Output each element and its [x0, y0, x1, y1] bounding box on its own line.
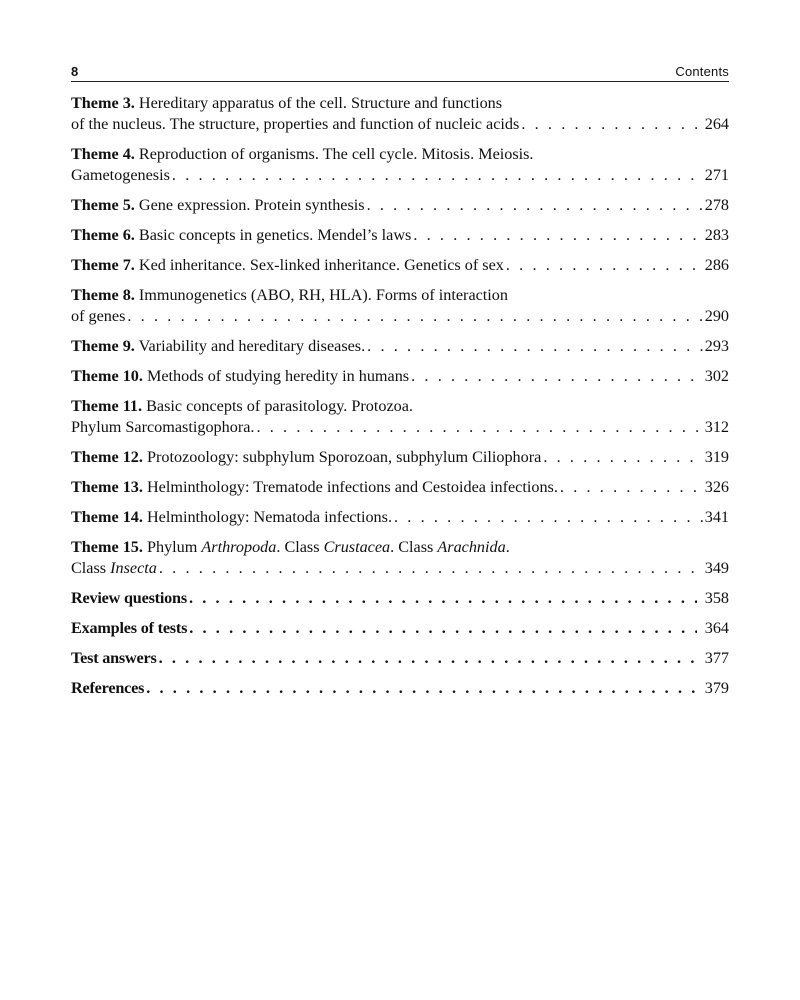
theme-title: Basic concepts in genetics. Mendel’s laws	[138, 226, 412, 244]
theme-label: Theme 4.	[71, 145, 135, 163]
theme-title: Helminthology: Trematode infections and Cestoidea infections.	[146, 478, 558, 496]
toc-line	[71, 255, 729, 276]
taxon-name: Insecta	[110, 559, 157, 577]
page-reference: 290	[704, 307, 729, 325]
page-reference: 319	[704, 448, 729, 466]
toc-entry-theme-5	[71, 195, 729, 216]
section-title: References	[71, 679, 145, 697]
page-reference: 278	[704, 196, 729, 214]
dot-leader	[411, 366, 703, 387]
theme-title-class-prefix: . Class	[390, 538, 434, 556]
theme-label: Theme 3.	[71, 94, 135, 112]
dot-leader	[367, 336, 703, 357]
theme-title: Ked inheritance. Sex-linked inheritance. Genetics of sex	[138, 256, 504, 274]
theme-label: Theme 7.	[71, 256, 135, 274]
page-reference: 264	[704, 115, 729, 133]
section-title: Review questions	[71, 589, 187, 607]
theme-title: Methods of studying heredity in humans	[146, 367, 410, 385]
page-number: 8	[71, 64, 79, 79]
theme-title: Gametogenesis	[71, 166, 170, 184]
page-reference: 293	[704, 337, 729, 355]
toc-entry-examples-of-tests	[71, 618, 729, 639]
toc-entry-theme-14	[71, 507, 729, 528]
toc-entry-theme-7	[71, 255, 729, 276]
toc-line	[71, 447, 729, 468]
toc-entry-theme-11	[71, 396, 729, 438]
table-of-contents	[71, 93, 729, 699]
dot-leader	[146, 678, 697, 699]
theme-title: Helminthology: Nematoda infections.	[146, 508, 392, 526]
dot-leader	[159, 648, 697, 669]
toc-entry-theme-8	[71, 285, 729, 327]
theme-title-end: .	[505, 538, 510, 556]
taxon-name: Crustacea	[323, 538, 391, 556]
page-reference: 283	[704, 226, 729, 244]
theme-title: of genes	[71, 307, 126, 325]
page-reference: 326	[704, 478, 729, 496]
document-page	[71, 60, 729, 708]
toc-line	[71, 648, 729, 669]
dot-leader	[127, 306, 702, 327]
running-title: Contents	[675, 64, 729, 79]
theme-label: Theme 12.	[71, 448, 143, 466]
theme-label: Theme 10.	[71, 367, 143, 385]
toc-line	[71, 114, 729, 135]
page-reference: 358	[704, 589, 729, 607]
page-reference: 341	[704, 508, 729, 526]
section-title: Examples of tests	[71, 619, 188, 637]
theme-label: Theme 14.	[71, 508, 143, 526]
page-reference: 377	[704, 649, 729, 667]
dot-leader	[521, 114, 702, 135]
theme-title-class-prefix: . Class	[276, 538, 320, 556]
theme-title-class-prefix: Class	[71, 559, 107, 577]
toc-line	[71, 195, 729, 216]
dot-leader	[189, 588, 697, 609]
toc-entry-theme-3	[71, 93, 729, 135]
toc-entry-theme-6	[71, 225, 729, 246]
theme-title: Gene expression. Protein synthesis	[138, 196, 365, 214]
theme-label: Theme 9.	[71, 337, 135, 355]
toc-line	[71, 507, 729, 528]
dot-leader	[189, 618, 697, 639]
toc-line	[71, 477, 729, 498]
dot-leader	[159, 558, 703, 579]
theme-title: Phylum Sarcomastigophora.	[71, 418, 255, 436]
toc-entry-theme-9	[71, 336, 729, 357]
theme-title: Reproduction of organisms. The cell cycle. Mitosis. Meiosis.	[138, 145, 534, 163]
toc-line	[71, 678, 729, 699]
page-reference: 312	[704, 418, 729, 436]
theme-label: Theme 6.	[71, 226, 135, 244]
page-reference: 379	[704, 679, 729, 697]
toc-entry-theme-13	[71, 477, 729, 498]
theme-label: Theme 13.	[71, 478, 143, 496]
dot-leader	[413, 225, 702, 246]
toc-line	[71, 306, 729, 327]
dot-leader	[394, 507, 703, 528]
toc-line	[71, 366, 729, 387]
toc-entry-review-questions	[71, 588, 729, 609]
theme-title: Hereditary apparatus of the cell. Structure and functions	[138, 94, 503, 112]
taxon-name: Arachnida	[437, 538, 506, 556]
toc-line	[71, 558, 729, 579]
page-reference: 364	[704, 619, 729, 637]
page-header	[71, 60, 729, 82]
theme-title: Immunogenetics (ABO, RH, HLA). Forms of interaction	[138, 286, 508, 304]
toc-entry-theme-4	[71, 144, 729, 186]
taxon-name: Arthropoda	[201, 538, 277, 556]
theme-title: Variability and hereditary diseases.	[138, 337, 366, 355]
toc-entry-theme-10	[71, 366, 729, 387]
toc-line	[71, 165, 729, 186]
toc-entry-references	[71, 678, 729, 699]
theme-title: of the nucleus. The structure, properties and function of nucleic acids	[71, 115, 520, 133]
dot-leader	[543, 447, 702, 468]
toc-line	[71, 225, 729, 246]
toc-entry-theme-12	[71, 447, 729, 468]
page-reference: 271	[704, 166, 729, 184]
dot-leader	[560, 477, 703, 498]
toc-line	[71, 618, 729, 639]
dot-leader	[172, 165, 703, 186]
dot-leader	[506, 255, 703, 276]
page-reference: 302	[704, 367, 729, 385]
toc-line	[71, 336, 729, 357]
theme-label: Theme 5.	[71, 196, 135, 214]
toc-line	[71, 588, 729, 609]
theme-title: Protozoology: subphylum Sporozoan, subphylum Ciliophora	[146, 448, 542, 466]
theme-label: Theme 11.	[71, 397, 143, 415]
section-title: Test answers	[71, 649, 157, 667]
theme-label: Theme 8.	[71, 286, 135, 304]
toc-line	[71, 417, 729, 438]
theme-label: Theme 15.	[71, 538, 143, 556]
theme-title: Basic concepts of parasitology. Protozoa.	[146, 397, 413, 415]
theme-title-phylum-prefix: Phylum	[146, 538, 198, 556]
page-reference: 286	[704, 256, 729, 274]
dot-leader	[256, 417, 702, 438]
dot-leader	[367, 195, 703, 216]
toc-entry-theme-15	[71, 537, 729, 579]
page-reference: 349	[704, 559, 729, 577]
toc-entry-test-answers	[71, 648, 729, 669]
